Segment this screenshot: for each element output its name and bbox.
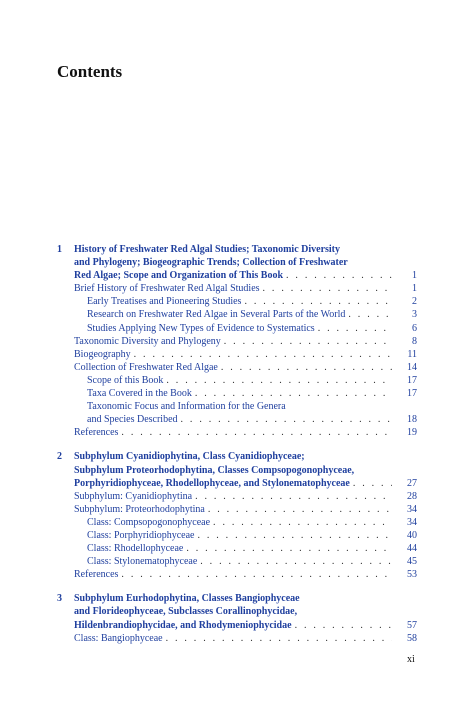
dot-leader [166, 632, 392, 645]
toc-entry[interactable] [57, 529, 417, 542]
chapter-title-line: Subphylum Proteorhodophytina, Classes Compsopogonophyceae, [74, 464, 355, 476]
toc-entry[interactable] [57, 322, 417, 335]
dot-leader [121, 426, 392, 439]
toc-entry[interactable] [57, 413, 417, 426]
toc-entry-label: Class: Stylonematophyceae [87, 556, 198, 568]
chapter-title [74, 243, 417, 282]
chapter-heading[interactable] [57, 592, 417, 631]
toc-entry-label: Taxonomic Diversity and Phylogeny [74, 335, 221, 347]
toc-entry[interactable] [57, 387, 417, 400]
chapter-title-last-line [74, 477, 417, 490]
toc-entry-label: Scope of this Book [87, 374, 164, 386]
toc-entry-page-number: 14 [407, 361, 417, 373]
dot-leader [224, 335, 392, 348]
dot-leader [195, 490, 392, 503]
chapter-title-last-line [74, 619, 417, 632]
toc-entry-page-number: 3 [412, 309, 417, 321]
toc-entry-label: Subphylum: Proteorhodophytina [74, 503, 205, 515]
chapter-title-line: and Phylogeny; Biogeographic Trends; Collection of Freshwater [74, 257, 348, 269]
toc-entry-page-number: 40 [407, 529, 417, 541]
toc-entry[interactable] [57, 503, 417, 516]
toc-entry[interactable] [57, 632, 417, 645]
dot-leader [353, 477, 392, 490]
toc-entry[interactable] [57, 295, 417, 308]
toc-entry-page-number: 18 [407, 414, 417, 426]
chapter-title-line: Subphylum Cyanidiophytina, Class Cyanidiophyceae; [74, 451, 305, 463]
toc-entry-page-number: 19 [407, 427, 417, 439]
chapter-title-line: Subphylum Eurhodophytina, Classes Bangiophyceae [74, 593, 300, 605]
chapter-page-number: 27 [407, 477, 417, 489]
toc-entry-label: Class: Porphyridiophyceae [87, 529, 195, 541]
toc-entry-page-number: 45 [407, 556, 417, 568]
chapter-block [57, 592, 417, 644]
dot-leader [200, 555, 392, 568]
toc-entry-label-continued: and Species Described [87, 414, 178, 426]
toc-entry[interactable] [57, 335, 417, 348]
dot-leader [244, 295, 392, 308]
toc-entry-page-number: 2 [412, 296, 417, 308]
dot-leader [286, 269, 392, 282]
toc-entry-page-number: 53 [407, 569, 417, 581]
chapter-heading[interactable] [57, 243, 417, 282]
toc-entry[interactable] [57, 568, 417, 581]
chapter-block [57, 243, 417, 439]
toc-entry-page-number: 34 [407, 503, 417, 515]
toc-entry[interactable] [57, 374, 417, 387]
chapter-title-line: Red Algae; Scope and Organization of This Book [74, 270, 284, 282]
toc-entry-page-number: 34 [407, 516, 417, 528]
toc-entry-label: Class: Bangiophyceae [74, 632, 163, 644]
dot-leader [121, 568, 392, 581]
chapter-title-line: Porphyridiophyceae, Rhodellophyceae, and Stylonematophyceae [74, 477, 350, 489]
dot-leader [166, 374, 392, 387]
page-title: Contents [57, 62, 123, 81]
toc-entry[interactable] [57, 516, 417, 529]
dot-leader [208, 503, 392, 516]
dot-leader [195, 387, 392, 400]
chapter-title-line: History of Freshwater Red Algal Studies; Taxonomic Diversity [74, 244, 341, 255]
toc-entry-page-number: 28 [407, 490, 417, 502]
toc-entry-page-number: 44 [407, 543, 417, 555]
toc-entry-label: Biogeography [74, 348, 131, 360]
toc-entry-label: Class: Compsopogonophyceae [87, 516, 211, 528]
toc-entry-label: Early Treatises and Pioneering Studies [87, 296, 242, 308]
toc-entry-label: Brief History of Freshwater Red Algal Studies [74, 283, 260, 295]
chapter-heading[interactable] [57, 450, 417, 489]
dot-leader [186, 542, 392, 555]
toc-entry[interactable] [57, 282, 417, 295]
toc-entry[interactable] [57, 348, 417, 361]
toc-entry-label: References [74, 569, 119, 581]
toc-entry-label: Class: Rhodellophyceae [87, 543, 184, 555]
toc-entry[interactable] [57, 490, 417, 503]
chapter-page-number: 57 [407, 619, 417, 631]
dot-leader [263, 282, 392, 295]
dot-leader [221, 361, 392, 374]
chapter-title-last-line [74, 269, 417, 282]
dot-leader [348, 308, 392, 321]
toc-entry-page-number: 8 [412, 335, 417, 347]
toc-entry-label: Subphylum: Cyanidiophytina [74, 490, 193, 502]
toc-entry[interactable] [57, 555, 417, 568]
dot-leader [181, 413, 392, 426]
toc-entry-page-number: 6 [412, 322, 417, 334]
toc-entry-page-number: 58 [407, 632, 417, 644]
dot-leader [197, 529, 392, 542]
chapter-title-line: and Florideophyceae, Subclasses Corallinophycidae, [74, 606, 298, 618]
toc-entry-page-number: 1 [412, 283, 417, 295]
dot-leader [213, 516, 392, 529]
chapter-number: 2 [57, 451, 62, 463]
table-of-contents [57, 243, 417, 656]
toc-entry-label: Research on Freshwater Red Algae in Several Parts of the World [87, 309, 346, 321]
chapter-title [74, 450, 417, 489]
toc-entry[interactable] [57, 308, 417, 321]
toc-entry-label: References [74, 427, 119, 439]
toc-entry[interactable] [57, 542, 417, 555]
toc-entry-label: Taxa Covered in the Book [87, 388, 192, 400]
page-number-folio: xi [407, 654, 415, 665]
toc-entry[interactable] [57, 361, 417, 374]
toc-entry-page-number: 11 [407, 348, 417, 360]
toc-entry-page-number: 17 [407, 388, 417, 400]
toc-entry[interactable] [57, 426, 417, 439]
toc-entry-page-number: 17 [407, 374, 417, 386]
toc-entry-label: Studies Applying New Types of Evidence to Systematics [87, 322, 315, 334]
toc-entry-label: Collection of Freshwater Red Algae [74, 361, 218, 373]
chapter-block [57, 450, 417, 581]
dot-leader [295, 619, 392, 632]
dot-leader [134, 348, 392, 361]
chapter-title-line: Hildenbrandiophycidae, and Rhodymeniophycidae [74, 619, 292, 631]
dot-leader [318, 322, 392, 335]
chapter-page-number: 1 [412, 270, 417, 282]
chapter-number: 1 [57, 244, 62, 255]
toc-entry-label[interactable]: Taxonomic Focus and Information for the Genera [87, 401, 286, 413]
chapter-number: 3 [57, 593, 62, 605]
chapter-title [74, 592, 417, 631]
